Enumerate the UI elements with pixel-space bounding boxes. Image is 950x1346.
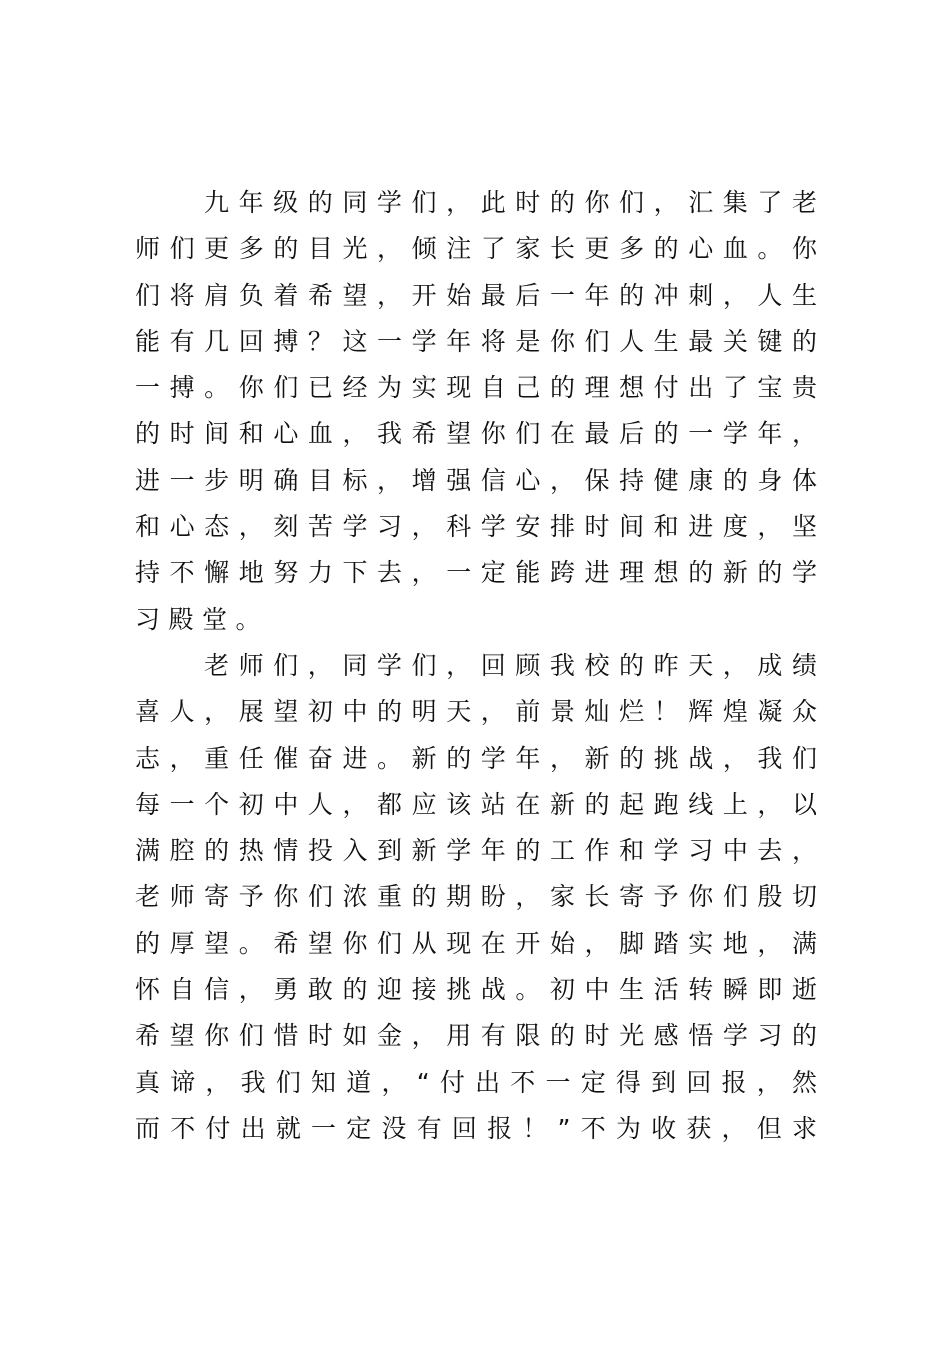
paragraph-line: 一搏。你们已经为实现自己的理想付出了宝贵 <box>135 373 817 403</box>
paragraph-line: 习殿堂。 <box>135 604 270 634</box>
document-body <box>135 180 817 1152</box>
paragraph-line: 真谛，我们知道，“付出不一定得到回报，然 <box>135 1067 817 1097</box>
paragraph-line: 喜人，展望初中的明天，前景灿烂！辉煌凝众 <box>135 697 817 727</box>
paragraph-line: 老师寄予你们浓重的期盼，家长寄予你们殷切 <box>135 882 817 912</box>
paragraph-line: 持不懈地努力下去，一定能跨进理想的新的学 <box>135 558 817 588</box>
paragraph-line: 们将肩负着希望，开始最后一年的冲刺，人生 <box>135 280 817 310</box>
paragraph-line: 怀自信，勇敢的迎接挑战。初中生活转瞬即逝 <box>135 975 817 1005</box>
paragraph-line: 师们更多的目光，倾注了家长更多的心血。你 <box>135 234 817 264</box>
paragraph-2 <box>135 643 817 1152</box>
paragraph-line: 希望你们惜时如金，用有限的时光感悟学习的 <box>135 1021 817 1051</box>
paragraph-line: 进一步明确目标，增强信心，保持健康的身体 <box>135 465 817 495</box>
paragraph-line: 志，重任催奋进。新的学年，新的挑战，我们 <box>135 743 817 773</box>
paragraph-line: 每一个初中人，都应该站在新的起跑线上，以 <box>135 789 817 819</box>
paragraph-1 <box>135 180 817 643</box>
paragraph-line: 而不付出就一定没有回报！”不为收获，但求 <box>135 1113 817 1143</box>
paragraph-line: 老师们，同学们，回顾我校的昨天，成绩 <box>204 650 817 680</box>
paragraph-line: 九年级的同学们，此时的你们，汇集了老 <box>204 188 817 217</box>
paragraph-line: 的厚望。希望你们从现在开始，脚踏实地，满 <box>135 928 817 958</box>
paragraph-line: 满腔的热情投入到新学年的工作和学习中去， <box>135 836 817 866</box>
paragraph-line: 和心态，刻苦学习，科学安排时间和进度，坚 <box>135 512 817 542</box>
paragraph-line: 的时间和心血，我希望你们在最后的一学年， <box>135 419 817 449</box>
paragraph-line: 能有几回搏？这一学年将是你们人生最关键的 <box>135 326 817 356</box>
